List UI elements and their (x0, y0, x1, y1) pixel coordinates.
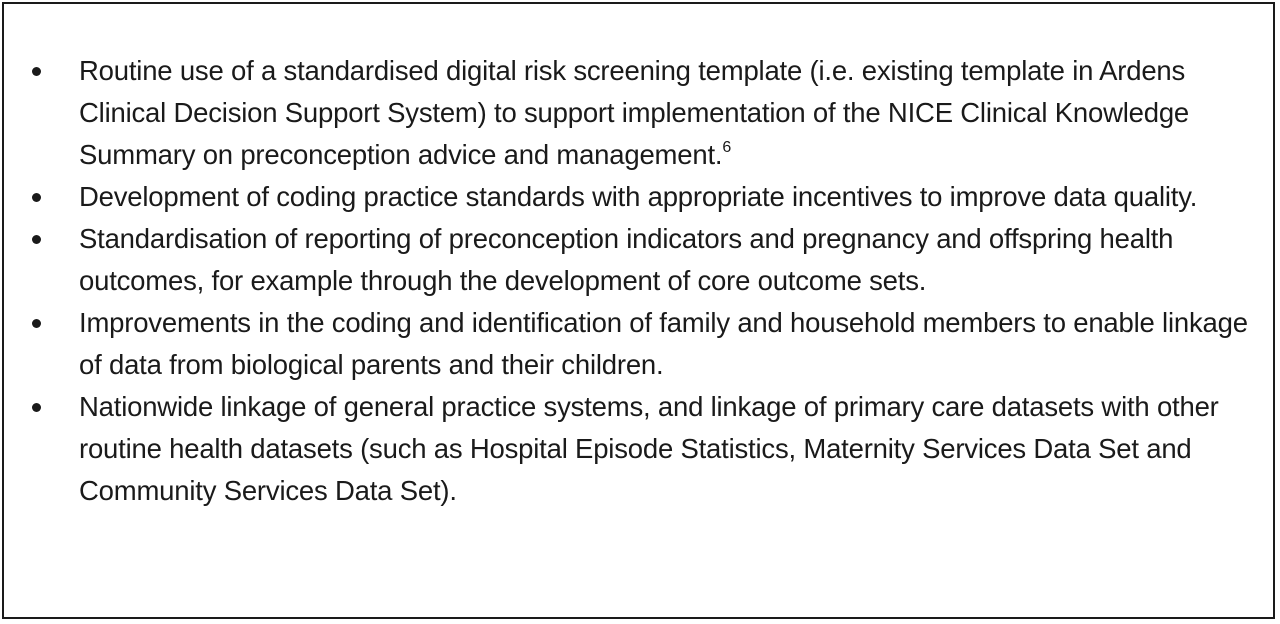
bullet-icon (32, 403, 41, 412)
list-item-text: Routine use of a standardised digital risk screening template (i.e. existing template in Ardens Clinical Decision Support System) to support implementation of the NICE Clinical Knowledge Summary on preconception advice and management. (79, 55, 1190, 170)
list-item-text: Standardisation of reporting of preconception indicators and pregnancy and offspring health outcomes, for example through the development of core outcome sets. (79, 223, 1174, 296)
list-item (4, 386, 1274, 512)
list-item (4, 302, 1274, 386)
bullet-icon (32, 193, 41, 202)
list-item (4, 176, 1274, 218)
bullet-icon (32, 235, 41, 244)
citation-superscript: 6 (722, 139, 732, 156)
list-item-text: Development of coding practice standards with appropriate incentives to improve data quality. (79, 181, 1198, 212)
list-item-text: Improvements in the coding and identification of family and household members to enable linkage of data from biological parents and their children. (79, 307, 1248, 380)
bullet-icon (32, 67, 41, 76)
list-item (4, 218, 1274, 302)
recommendations-list (4, 50, 1274, 512)
bullet-icon (32, 319, 41, 328)
list-item (4, 50, 1274, 176)
recommendations-box (2, 2, 1275, 619)
list-item-text: Nationwide linkage of general practice systems, and linkage of primary care datasets with other routine health datasets (such as Hospital Episode Statistics, Maternity Services Data Set and Community Services Data Set). (79, 391, 1219, 506)
